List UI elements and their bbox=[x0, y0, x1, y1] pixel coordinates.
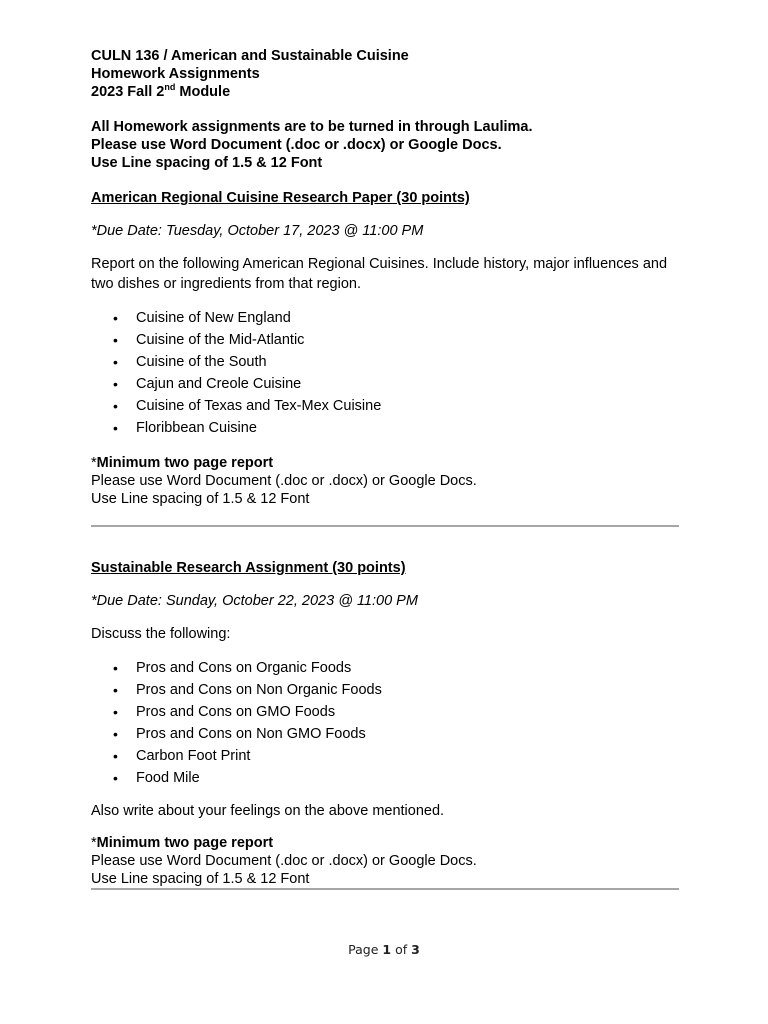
section-divider bbox=[91, 888, 679, 890]
requirement-line: Use Line spacing of 1.5 & 12 Font bbox=[91, 491, 310, 507]
document-body bbox=[91, 47, 679, 890]
total-page-count: 3 bbox=[411, 942, 420, 957]
current-page-number: 1 bbox=[382, 942, 392, 957]
topic-list bbox=[91, 307, 679, 439]
closing-instruction: Also write about your feelings on the above mentioned. bbox=[91, 803, 445, 819]
list-item: • Cuisine of the Mid-Atlantic bbox=[91, 329, 679, 351]
list-item: • Pros and Cons on Non GMO Foods bbox=[91, 723, 679, 745]
course-title: CULN 136 / American and Sustainable Cuisine bbox=[91, 48, 409, 64]
submission-instructions bbox=[91, 118, 679, 172]
page-number-footer bbox=[0, 942, 768, 957]
requirement-label: Minimum two page report bbox=[96, 835, 274, 851]
section-intro: Report on the following American Regional Cuisines. Include history, major influences and two dishes or ingredients from that region. bbox=[91, 256, 668, 292]
document-header bbox=[91, 47, 679, 101]
list-item: • Food Mile bbox=[91, 767, 679, 789]
term-ordinal-suffix: nd bbox=[164, 82, 176, 93]
list-item: • Floribbean Cuisine bbox=[91, 417, 679, 439]
due-date: *Due Date: Sunday, October 22, 2023 @ 11:00 PM bbox=[91, 593, 418, 609]
requirement-line: Please use Word Document (.doc or .docx) or Google Docs. bbox=[91, 853, 477, 869]
requirement-star: * bbox=[91, 455, 97, 471]
document-subtitle: Homework Assignments bbox=[91, 66, 260, 82]
due-date: *Due Date: Tuesday, October 17, 2023 @ 11:00 PM bbox=[91, 223, 424, 239]
list-item: • Cuisine of New England bbox=[91, 307, 679, 329]
list-item: • Pros and Cons on Organic Foods bbox=[91, 657, 679, 679]
section-intro: Discuss the following: bbox=[91, 626, 231, 642]
requirement-line: Please use Word Document (.doc or .docx) or Google Docs. bbox=[91, 473, 477, 489]
term-prefix: 2023 Fall 2 bbox=[91, 84, 165, 100]
assignment-section-regional-cuisine bbox=[91, 189, 679, 508]
section-title: American Regional Cuisine Research Paper (30 points) bbox=[91, 190, 470, 206]
section-divider bbox=[91, 525, 679, 527]
report-requirements bbox=[91, 834, 679, 888]
instruction-line: Please use Word Document (.doc or .docx) or Google Docs. bbox=[91, 137, 502, 153]
requirement-heading bbox=[91, 454, 679, 472]
topic-list bbox=[91, 657, 679, 789]
assignment-section-sustainable bbox=[91, 559, 679, 888]
list-item: • Pros and Cons on GMO Foods bbox=[91, 701, 679, 723]
requirement-label: Minimum two page report bbox=[96, 455, 274, 471]
page-word: Page bbox=[348, 942, 379, 957]
instruction-line: All Homework assignments are to be turned in through Laulima. bbox=[91, 119, 533, 135]
list-item: • Carbon Foot Print bbox=[91, 745, 679, 767]
term-suffix: Module bbox=[175, 84, 231, 100]
instruction-line: Use Line spacing of 1.5 & 12 Font bbox=[91, 155, 323, 171]
report-requirements bbox=[91, 454, 679, 508]
requirement-heading bbox=[91, 834, 679, 852]
list-item: • Cuisine of the South bbox=[91, 351, 679, 373]
list-item: • Pros and Cons on Non Organic Foods bbox=[91, 679, 679, 701]
requirement-line: Use Line spacing of 1.5 & 12 Font bbox=[91, 871, 310, 887]
term-line bbox=[91, 83, 679, 101]
requirement-star: * bbox=[91, 835, 97, 851]
list-item: • Cajun and Creole Cuisine bbox=[91, 373, 679, 395]
section-title: Sustainable Research Assignment (30 points) bbox=[91, 560, 406, 576]
of-word: of bbox=[395, 942, 408, 957]
list-item: • Cuisine of Texas and Tex-Mex Cuisine bbox=[91, 395, 679, 417]
